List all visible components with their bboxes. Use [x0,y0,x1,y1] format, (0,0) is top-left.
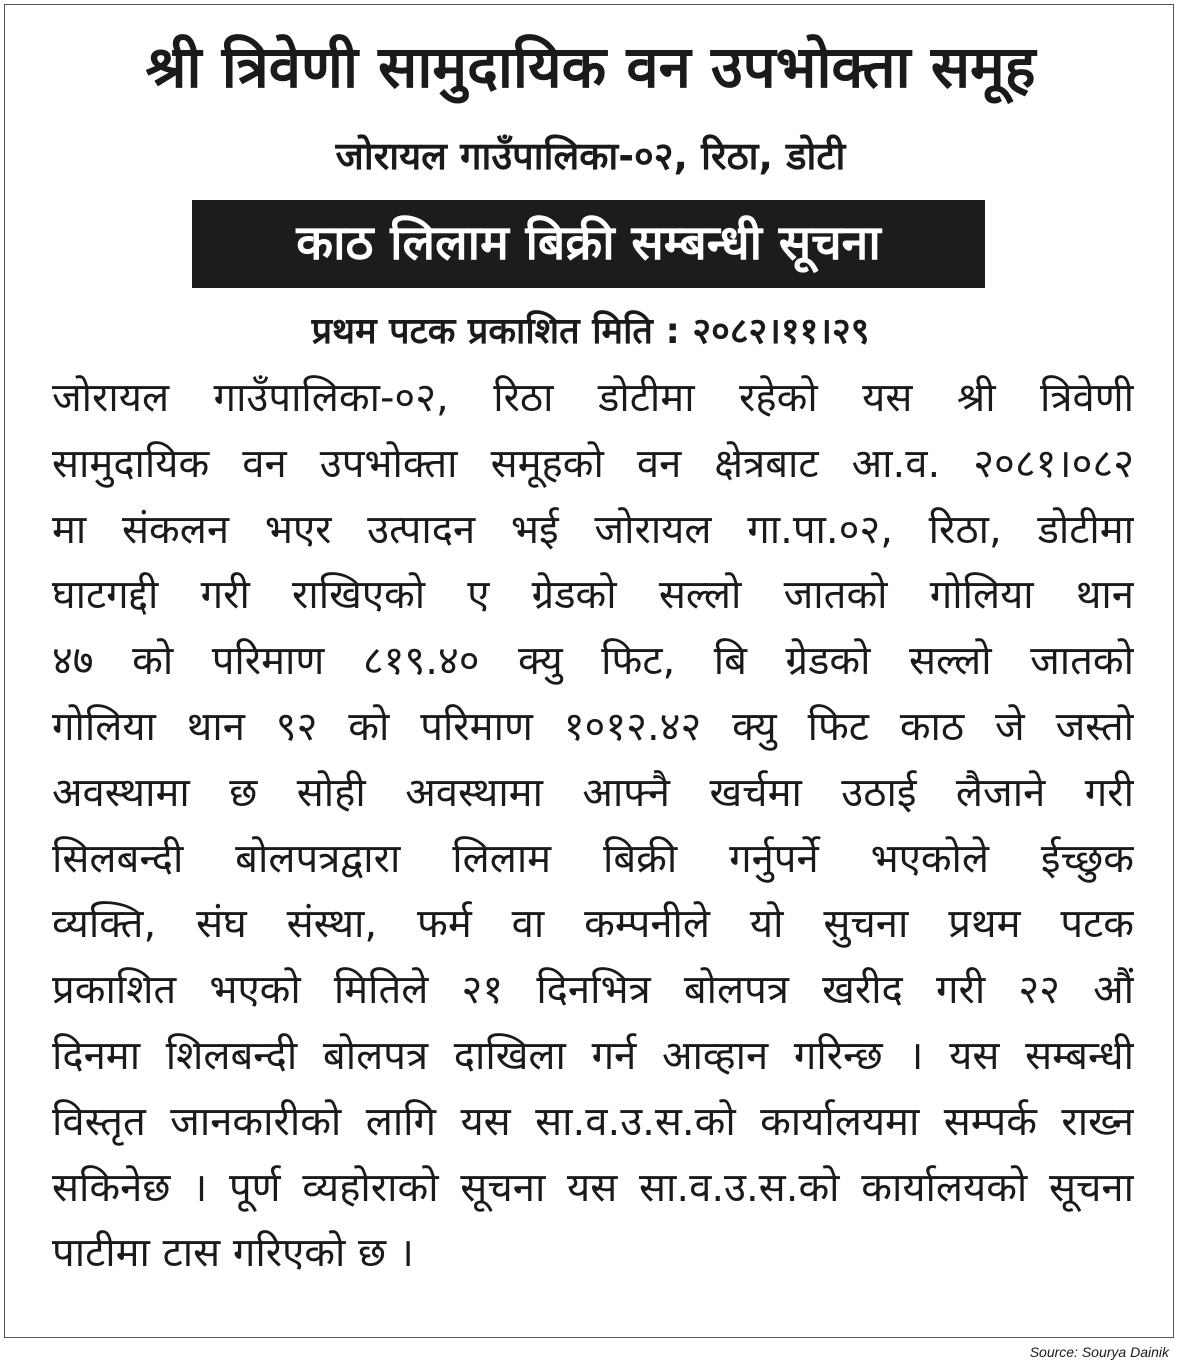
notice-heading-banner: काठ लिलाम बिक्री सम्बन्धी सूचना [192,200,985,288]
body-line: प्रकाशित भएको मितिले २१ दिनभित्र बोलपत्र खरीद गरी २२ औं [52,967,1134,1014]
body-line: विस्तृत जानकारीको लागि यस सा.व.उ.स.को कार्यालयमा सम्पर्क राख्न [52,1098,1134,1145]
publication-date: प्रथम पटक प्रकाशित मिति : २०८२।११।२९ [311,311,870,352]
body-line: दिनमा शिलबन्दी बोलपत्र दाखिला गर्न आव्हान गरिन्छ । यस सम्बन्धी [52,1032,1134,1079]
body-line: ४७ को परिमाण ८१९.४० क्यु फिट, बि ग्रेडको सल्लो जातको [52,638,1134,685]
body-line: सिलबन्दी बोलपत्रद्वारा लिलाम बिक्री गर्नुपर्ने भएकोले ईच्छुक [52,835,1134,882]
body-line: सकिनेछ । पूर्ण व्यहोराको सूचना यस सा.व.उ.स.को कार्यालयको सूचना [52,1164,1134,1211]
body-line: पाटीमा टास गरिएको छ । [52,1230,414,1277]
body-line: व्यक्ति, संघ संस्था, फर्म वा कम्पनीले यो सुचना प्रथम पटक [52,901,1134,948]
body-line: घाटगद्दी गरी राखिएको ए ग्रेडको सल्लो जातको गोलिया थान [52,572,1134,619]
body-line: जोरायल गाउँपालिका-०२, रिठा डोटीमा रहेको यस श्री त्रिवेणी [52,375,1134,421]
body-line: सामुदायिक वन उपभोक्ता समूहको वन क्षेत्रबाट आ.व. २०८१।०८२ [52,440,1134,487]
body-line: मा संकलन भएर उत्पादन भई जोरायल गा.पा.०२, रिठा, डोटीमा [52,506,1134,553]
organization-title: श्री त्रिवेणी सामुदायिक वन उपभोक्ता समूह [145,33,1036,101]
organization-address: जोरायल गाउँपालिका-०२, रिठा, डोटी [335,134,846,178]
body-line: अवस्थामा छ सोही अवस्थामा आफ्नै खर्चमा उठाई लैजाने गरी [52,769,1134,816]
notice-body [52,366,1134,1287]
body-line: गोलिया थान ९२ को परिमाण १०१२.४२ क्यु फिट काठ जे जस्तो [52,703,1134,750]
source-credit: Source: Sourya Dainik [1029,1344,1169,1360]
